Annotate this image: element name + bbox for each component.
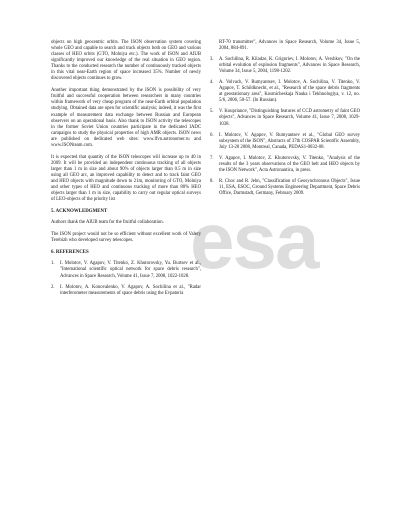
body-paragraph: objects on high geocentric orbits. The ISON observation system covering whole GEO and capable to search and track objects both on GEO and various classes of HEO orbits (GTO, Molniya etc.). The work of ISON and AIUB significantly improved our knowledge of the real situation in GEO region. Thanks to the conducted research the number of continuously tracked objects in this vital near-Earth region of space increased 35%. Number of newly discovered objects continues to grow. [51, 40, 201, 82]
reference-continuation [210, 40, 360, 52]
body-paragraph: It is expected that quantity of the ISON telescopes will increase up to 40 in 2009. It will be provided an independent continuous tracking of all objects larger than 1 m in size and about 90% of objects larger than 0.5 m in size using all GEO arc, an improved capability to detect and to track faint GEO and HEO objects with magnitude down to 21m, monitoring of GTO, Molniya and other types of HEO and continuous tracking of more than 80% HEO objects larger than 1 m in size, capability to carry out regular optical surveys of LEO-objects of the priority list [51, 154, 201, 203]
reference-item [210, 133, 360, 151]
reference-text: I. Molotov, V. Agapov, V. Titenko, Z. Khutorovsky, Yu. Burtsev et al., "International scientific optical network for space debris research", Advances in Space Research, Volume 41, Issue 7, 2008, 1022-1028. [60, 261, 201, 279]
reference-list [51, 261, 201, 296]
acknowledgment-heading: 5. ACKNOWLEDGMENT [51, 209, 108, 215]
reference-text: A. Volvach, V. Rumyantsev, I. Molotov, A. Sochilina, V. Titenko, V. Agapov, T. Schildknecht, et al., "Research of the space debris fragments at geostationary area", Kosmicheskaja Nauka i Tekhnologiya, v. 12, no. 5/6, 2006, 50-57. (In Russian). [219, 80, 360, 104]
acknowledgment-paragraph: The ISON project would not be so efficient without excellent work of Valery Terebizh who developed survey telescopes. [51, 232, 201, 244]
right-column [210, 40, 360, 202]
esa-watermark-logo: esa [190, 196, 318, 285]
reference-item [51, 261, 201, 279]
reference-number: 2. [51, 284, 55, 290]
reference-text: A. Sochilina, R. Kiladze, K. Grigoriev, I. Molotov, A. Vershkov, "On the orbital evolution of explosion fragments", Advances in Space Research, Volume 34, Issue 5, 2004, 1198-1202. [219, 57, 360, 75]
acknowledgment-paragraph: Authors thank the AIUB team for the fruitful collaboration. [51, 220, 164, 226]
reference-number: 8. [210, 178, 214, 184]
body-paragraph: Another important thing demonstrated by the ISON is possibility of very fruitful and successful cooperation between researchers in many countries within framework of very cheap program of the near-Earth orbital population studying. Obtained data are open for scientific analysis; indeed, it was the first example of measurement data exchange between Russian and European observers on an operational basis. Also thank to ISON activity the telescopes in the former Soviet Union countries participate in the dedicated IADC campaigns to study the physical properties of high AMR objects. ISON news are published on dedicated web sites: www.lfvn.astronomer.ru and www.ISONteam.com. [51, 88, 201, 148]
left-column [51, 40, 201, 302]
reference-number: 5. [210, 109, 214, 115]
reference-item [210, 179, 360, 197]
reference-text: V. Agapov, I. Molotov, Z. Khutorovsky, V. Titenko, "Analysis of the results of the 3 years observations of the GEO belt and HEO objects by the ISON Network", Acta Astronautica, in press. [219, 155, 360, 173]
reference-item [210, 57, 360, 75]
reference-number: 1. [51, 261, 55, 267]
reference-number: 6. [210, 132, 214, 138]
reference-text: I. Molotov, V. Agapov, V. Rumyantsev et al., "Global GEO survey subsystem of the ISON", Abstracts of 37th COSPAR Scientific Assembly, July 13-20 2008, Montreal, Canada, PEDAS1-0032-08. [219, 132, 360, 150]
reference-item [51, 285, 201, 297]
reference-text: R. Choc and R. Jehn, "Classification of Geosynchronous Objects", Issue 11, ESA, ESOC, Ground Systems Engineering Department, Space Debris Office, Darmstadt, Germany, February 2009. [219, 178, 360, 196]
reference-text: I. Molotov, A. Konovalenko, V. Agapov, A. Sochilina et al., "Radar interferometer measurements of space debris using the Evpatoria [60, 284, 201, 296]
reference-item [210, 80, 360, 104]
reference-number: 7. [210, 155, 214, 161]
reference-number: 4. [210, 80, 214, 86]
reference-item [210, 156, 360, 174]
reference-item [210, 109, 360, 127]
reference-text: V. Kouprianov, "Distinguishing features of CCD astrometry of faint GEO objects", Advances in Space Research, Volume 41, Issue 7, 2008, 1029-1038. [219, 109, 360, 127]
reference-text: RT-70 transmitter", Advances in Space Research, Volume 34, Issue 5, 2004, 884-891. [219, 40, 360, 52]
references-heading: 6. REFERENCES [51, 250, 89, 256]
reference-number: 3. [210, 57, 214, 63]
